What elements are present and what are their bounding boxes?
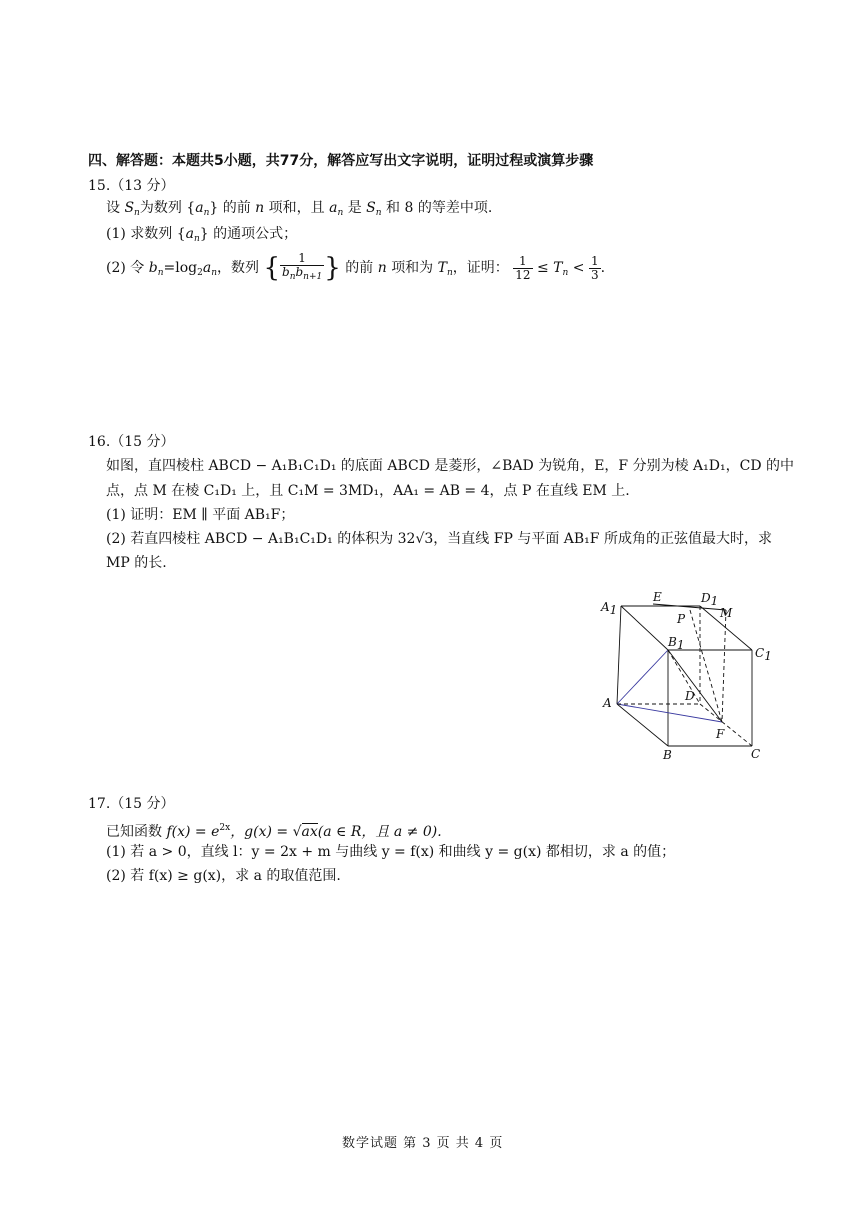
section-heading: 四、解答题：本题共5小题，共77分，解答应写出文字说明，证明过程或演算步骤 (88, 153, 594, 169)
q16-line1: 如图，直四棱柱 ABCD − A₁B₁C₁D₁ 的底面 ABCD 是菱形，∠BAD 为锐角，E，F 分别为棱 A₁D₁，CD 的中 (106, 458, 794, 474)
label-M: M (720, 606, 733, 620)
label-D: D (685, 689, 695, 703)
label-B1: B1 (668, 635, 685, 652)
q17-line1: 已知函数 $f(x) = e^{2x}$，g(x) = √ax(a ∈ R，且 a ≠ 0). (106, 823, 442, 840)
q15-part1: (1) 求数列 $\{a_n\}$ 的通项公式； (106, 226, 298, 244)
q15-number: 15.（13 分） (88, 178, 175, 194)
label-F: F (716, 727, 725, 741)
label-P: P (677, 612, 686, 626)
prism-figure (596, 584, 772, 764)
label-B: B (663, 748, 672, 762)
label-A1: A1 (601, 600, 618, 617)
label-C1: C1 (755, 646, 772, 663)
q16-number: 16.（15 分） (88, 434, 175, 450)
q17-number: 17.（15 分） (88, 796, 175, 812)
q16-part2: (2) 若直四棱柱 ABCD − A₁B₁C₁D₁ 的体积为 32√3，当直线 FP 与平面 AB₁F 所成角的正弦值最大时，求 (106, 531, 772, 547)
q17-part1: (1) 若 a > 0，直线 l：y = 2x + m 与曲线 y = f(x) 和曲线 y = g(x) 都相切，求 a 的值； (106, 844, 676, 860)
q15-stem: 设 $S_n$为数列 $\{a_n\}$ 的前 n 项和，且 $a_n$ 是 $S_n$ 和 8 的等差中项. (106, 200, 493, 218)
q15-part2: (2) 令 $b_n=\log_2a_n$，数列 { $\frac{1}{b_nb_{n+1}}$ } 的前 n 项和为 $T_n$，证明： $\frac{1}{12}$ ≤ $T_n$ < $\frac{1}{3}$ . (106, 251, 606, 283)
q17-part2: (2) 若 f(x) ≥ g(x)，求 a 的取值范围. (106, 868, 341, 884)
q16-part2-cont: MP 的长. (106, 555, 167, 571)
page-footer: 数学试题 第 3 页 共 4 页 (342, 1136, 504, 1151)
label-A: A (603, 696, 612, 710)
label-E: E (653, 590, 662, 604)
label-C: C (751, 747, 761, 761)
q16-part1: (1) 证明：EM ∥ 平面 AB₁F； (106, 507, 295, 523)
label-D1: D1 (701, 591, 719, 608)
q16-line2: 点，点 M 在棱 C₁D₁ 上，且 C₁M = 3MD₁，AA₁ = AB = 4，点 P 在直线 EM 上. (106, 483, 630, 499)
